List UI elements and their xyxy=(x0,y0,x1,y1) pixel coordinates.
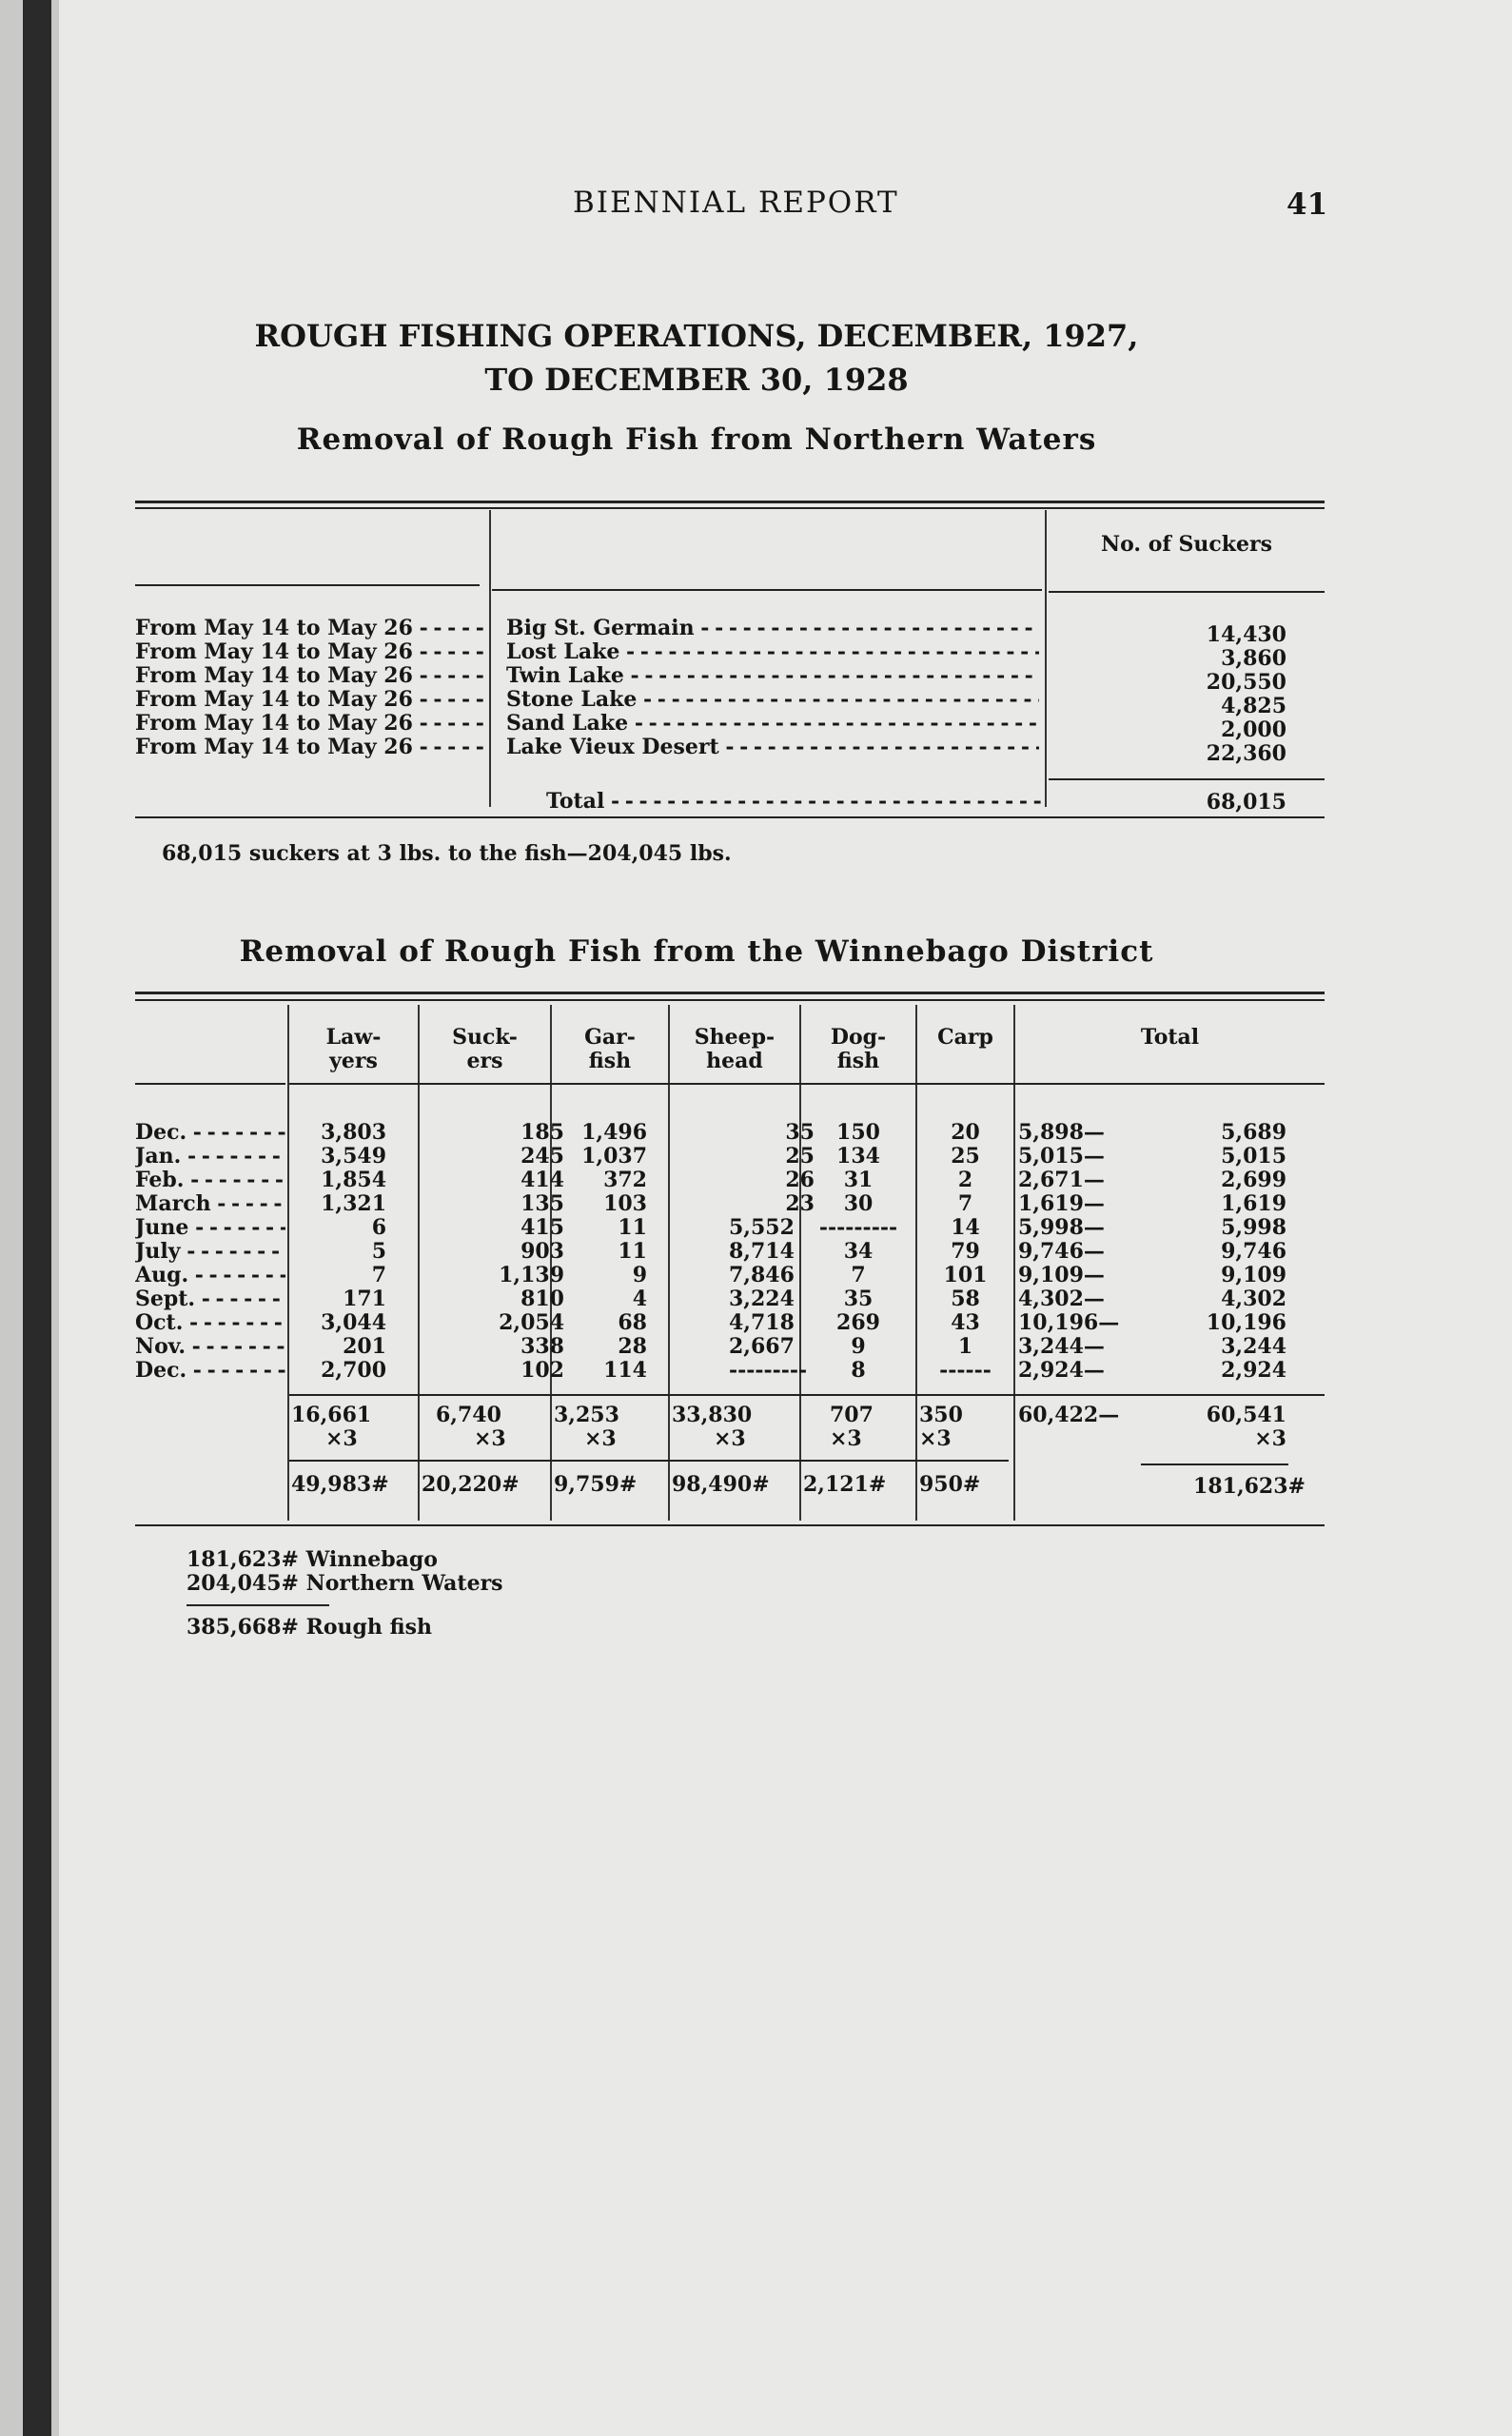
table-cell: 1 xyxy=(957,1334,973,1359)
table-cell: 114 xyxy=(603,1358,647,1383)
table-cell: 5,015— xyxy=(1018,1144,1105,1169)
sheephead-column xyxy=(672,1120,815,1383)
table-cell: 11 xyxy=(618,1215,647,1240)
table-row: Sept. - - - xyxy=(135,1287,285,1311)
table-row: Stone Lake - - - xyxy=(506,688,1039,712)
table-cell: ------ xyxy=(939,1358,992,1383)
table-cell: 4,718 xyxy=(729,1310,795,1335)
table-cell: 79 xyxy=(951,1239,980,1264)
table-cell: 9,109— xyxy=(1018,1263,1105,1287)
table-cell: 34 xyxy=(843,1239,874,1264)
table-row: From May 14 to May 26 - - - xyxy=(135,736,485,759)
table-cell: 25 xyxy=(951,1144,980,1169)
table-cell: 1,321 xyxy=(321,1191,386,1216)
table-cell: 14,430 xyxy=(1206,622,1286,647)
table-cell: 185 xyxy=(520,1120,564,1145)
table-row: Jan. - - - xyxy=(135,1145,285,1169)
table-cell: 903 xyxy=(520,1239,564,1264)
table-cell: 2,699 xyxy=(1221,1168,1286,1192)
sum-suckers: 6,740 ×3 xyxy=(436,1403,506,1451)
table-cell: 9 xyxy=(851,1334,866,1359)
page-number: 41 xyxy=(1286,187,1328,222)
table-cell: 5,015 xyxy=(1221,1144,1286,1169)
table-cell: 2,667 xyxy=(729,1334,795,1359)
table-row: Dec. - - - xyxy=(135,1359,285,1383)
col-header-lawyers: Law- yers xyxy=(325,1025,382,1073)
sum-sheephead: 33,830 ×3 xyxy=(672,1403,753,1451)
table-cell: 3,860 xyxy=(1221,646,1286,671)
table-cell: 4,825 xyxy=(1221,694,1286,718)
suckers-column xyxy=(422,1121,564,1383)
col-header-sheephead: Sheep- head xyxy=(694,1025,776,1073)
summary-total: 385,668# Rough fish xyxy=(187,1615,432,1640)
table-cell: 3,244— xyxy=(1018,1334,1105,1359)
table-cell: 3,044 xyxy=(321,1310,386,1335)
page-title xyxy=(192,314,1201,402)
total-value: 68,015 xyxy=(1206,790,1286,815)
product-dogfish: 2,121# xyxy=(803,1472,887,1497)
table-cell: 415 xyxy=(520,1215,564,1240)
summary-rule xyxy=(187,1604,329,1606)
table-cell: 101 xyxy=(943,1263,988,1287)
table-cell: 1,854 xyxy=(321,1168,386,1192)
running-head: BIENNIAL REPORT xyxy=(573,186,899,220)
col-header-dogfish: Dog- fish xyxy=(830,1025,887,1073)
sum-dogfish: 707 ×3 xyxy=(830,1403,874,1451)
table-cell: 269 xyxy=(836,1310,880,1335)
table-cell: 4,302— xyxy=(1018,1287,1105,1311)
table-bottom-rule xyxy=(135,816,1325,818)
sum-garfish: 3,253 ×3 xyxy=(554,1403,619,1451)
table-cell: 1,496 xyxy=(581,1120,647,1145)
table-row: March - - - xyxy=(135,1192,285,1216)
northern-heading: Removal of Rough Fish from Northern Waters xyxy=(296,422,1097,457)
title-line-1: ROUGH FISHING OPERATIONS, DECEMBER, 1927, xyxy=(254,318,1139,354)
period-column xyxy=(135,617,485,759)
table-cell: --------- xyxy=(818,1215,898,1240)
table-cell: 3,244 xyxy=(1221,1334,1286,1359)
table-row: From May 14 to May 26 - - - xyxy=(135,664,485,688)
header-rule xyxy=(135,1083,285,1085)
table-cell: 1,139 xyxy=(499,1263,564,1287)
sum-rule xyxy=(1049,778,1325,780)
table-cell: 6 xyxy=(371,1215,386,1240)
col-header-suckers: No. of Suckers xyxy=(1100,532,1272,557)
table-row: Lake Vieux Desert - - - xyxy=(506,736,1039,759)
garfish-column xyxy=(554,1121,668,1383)
table-cell: 58 xyxy=(951,1287,980,1311)
table-row: Lost Lake - - - xyxy=(506,640,1039,664)
table-cell: 3,549 xyxy=(321,1144,386,1169)
table-cell: 1,619— xyxy=(1018,1191,1105,1216)
table-cell: 135 xyxy=(520,1191,564,1216)
product-suckers: 20,220# xyxy=(422,1472,520,1497)
table-cell: 7 xyxy=(371,1263,386,1287)
lawyers-column xyxy=(291,1121,386,1383)
table-cell: 23 xyxy=(785,1191,815,1216)
table-cell: 103 xyxy=(603,1191,647,1216)
table-cell: 5,898— xyxy=(1018,1120,1105,1145)
table-cell: 2,924 xyxy=(1221,1358,1286,1383)
summary-block xyxy=(187,1548,503,1596)
table-cell: 134 xyxy=(836,1144,880,1169)
table-row: July - - - xyxy=(135,1240,285,1264)
col-header-suckers: Suck- ers xyxy=(452,1025,518,1073)
column-divider xyxy=(489,510,491,807)
table-row: Sand Lake - - - xyxy=(506,712,1039,736)
product-total: 181,623# xyxy=(1193,1474,1306,1499)
lake-column xyxy=(506,617,1039,759)
col-header-carp: Carp xyxy=(937,1025,993,1050)
header-rule xyxy=(289,1083,1325,1085)
sum-carp: 350 ×3 xyxy=(919,1403,963,1451)
col-header-garfish: Gar- fish xyxy=(584,1025,636,1073)
table-top-rule xyxy=(135,992,1325,994)
suckers-column xyxy=(1049,623,1286,766)
table-row: Oct. - - - xyxy=(135,1311,285,1335)
table-row: From May 14 to May 26 - - - xyxy=(135,712,485,736)
table-cell: 35 xyxy=(843,1287,874,1311)
table-cell: 2 xyxy=(957,1168,973,1192)
table-row: Twin Lake - - - xyxy=(506,664,1039,688)
table-cell: 8,714 xyxy=(729,1239,795,1264)
table-cell: 10,196— xyxy=(1018,1310,1120,1335)
table-cell: 5 xyxy=(371,1239,386,1264)
table-row: Feb. - - - xyxy=(135,1169,285,1192)
table-top-rule-2 xyxy=(135,507,1325,509)
table-cell: 414 xyxy=(520,1168,564,1192)
table-cell: 4 xyxy=(632,1287,647,1311)
total-column xyxy=(1153,1121,1286,1383)
table-cell: 26 xyxy=(785,1168,815,1192)
table-cell: 9,746— xyxy=(1018,1239,1105,1264)
table-cell: 25 xyxy=(785,1144,815,1169)
table-cell: 3,803 xyxy=(321,1120,386,1145)
dogfish-column xyxy=(803,1121,913,1383)
col-header-total: Total xyxy=(1140,1025,1200,1050)
table-cell: 2,700 xyxy=(321,1358,386,1383)
table-row: Aug. - - - xyxy=(135,1264,285,1287)
table-cell: 2,671— xyxy=(1018,1168,1105,1192)
table-cell: 1,037 xyxy=(581,1144,647,1169)
product-carp: 950# xyxy=(919,1472,981,1497)
table-cell: 9,109 xyxy=(1221,1263,1286,1287)
northern-note: 68,015 suckers at 3 lbs. to the fish—204,045 lbs. xyxy=(162,841,732,866)
table-cell: 150 xyxy=(836,1120,880,1145)
winnebago-heading: Removal of Rough Fish from the Winnebago District xyxy=(239,934,1154,969)
sum-total-computed: 60,422— xyxy=(1018,1403,1120,1427)
table-cell: 5,998— xyxy=(1018,1215,1105,1240)
table-cell: 102 xyxy=(520,1358,564,1383)
table-cell: 7,846 xyxy=(729,1263,795,1287)
report-page xyxy=(59,0,1512,2436)
header-rule xyxy=(492,589,1042,591)
sum-rule xyxy=(289,1394,1325,1396)
header-rule xyxy=(1049,591,1325,593)
table-cell: 5,998 xyxy=(1221,1215,1286,1240)
table-bottom-rule xyxy=(135,1524,1325,1526)
table-cell: 43 xyxy=(951,1310,980,1335)
table-cell: 14 xyxy=(951,1215,980,1240)
table-cell: 7 xyxy=(851,1263,866,1287)
table-cell: 20,550 xyxy=(1206,670,1286,695)
table-cell: 9 xyxy=(632,1263,647,1287)
table-cell: 28 xyxy=(618,1334,647,1359)
carp-column xyxy=(919,1121,1011,1383)
column-divider xyxy=(1045,510,1047,807)
summary-winnebago: 181,623# Winnebago xyxy=(187,1547,438,1572)
month-column xyxy=(135,1121,285,1383)
table-cell: 245 xyxy=(520,1144,564,1169)
table-cell: 9,746 xyxy=(1221,1239,1286,1264)
table-row: June - - - xyxy=(135,1216,285,1240)
table-cell: --------- xyxy=(729,1358,808,1383)
table-cell: 31 xyxy=(843,1168,874,1192)
table-cell: 68 xyxy=(618,1310,647,1335)
binding-edge xyxy=(23,0,51,2436)
sum-lawyers: 16,661 ×3 xyxy=(291,1403,372,1451)
product-rule xyxy=(289,1460,1009,1462)
table-cell: 2,000 xyxy=(1221,717,1286,742)
product-rule xyxy=(1141,1464,1288,1465)
table-row: From May 14 to May 26 - - - xyxy=(135,640,485,664)
product-sheephead: 98,490# xyxy=(672,1472,770,1497)
table-cell: 5,689 xyxy=(1221,1120,1286,1145)
table-cell: 810 xyxy=(520,1287,564,1311)
table-cell: 3,224 xyxy=(729,1287,795,1311)
table-cell: 372 xyxy=(603,1168,647,1192)
table-cell: 11 xyxy=(618,1239,647,1264)
table-cell: 20 xyxy=(951,1120,980,1145)
table-cell: 201 xyxy=(343,1334,386,1359)
sum-total: 60,541 ×3 xyxy=(1206,1403,1286,1451)
table-cell: 171 xyxy=(343,1287,386,1311)
table-row: From May 14 to May 26 - - - xyxy=(135,688,485,712)
title-line-2: TO DECEMBER 30, 1928 xyxy=(484,362,909,398)
table-cell: 8 xyxy=(851,1358,866,1383)
header-rule xyxy=(135,584,480,586)
table-cell: 35 xyxy=(785,1120,815,1145)
table-cell: 338 xyxy=(520,1334,564,1359)
table-cell: 10,196 xyxy=(1206,1310,1286,1335)
table-row: Nov. - - - xyxy=(135,1335,285,1359)
table-row: From May 14 to May 26 - - - xyxy=(135,617,485,640)
product-lawyers: 49,983# xyxy=(291,1472,389,1497)
summary-northern: 204,045# Northern Waters xyxy=(187,1571,503,1596)
table-row: Big St. Germain - - - xyxy=(506,617,1039,640)
table-cell: 2,054 xyxy=(499,1310,564,1335)
table-top-rule-2 xyxy=(135,999,1325,1001)
table-cell: 5,552 xyxy=(729,1215,795,1240)
product-garfish: 9,759# xyxy=(554,1472,638,1497)
table-row: Dec. - - - xyxy=(135,1121,285,1145)
table-cell: 2,924— xyxy=(1018,1358,1105,1383)
table-cell: 22,360 xyxy=(1206,741,1286,766)
table-cell: 4,302 xyxy=(1221,1287,1286,1311)
table-top-rule xyxy=(135,501,1325,503)
table-cell: 7 xyxy=(957,1191,973,1216)
table-cell: 30 xyxy=(843,1191,874,1216)
table-cell: 1,619 xyxy=(1221,1191,1286,1216)
total-label: Total - - - xyxy=(546,790,1041,814)
